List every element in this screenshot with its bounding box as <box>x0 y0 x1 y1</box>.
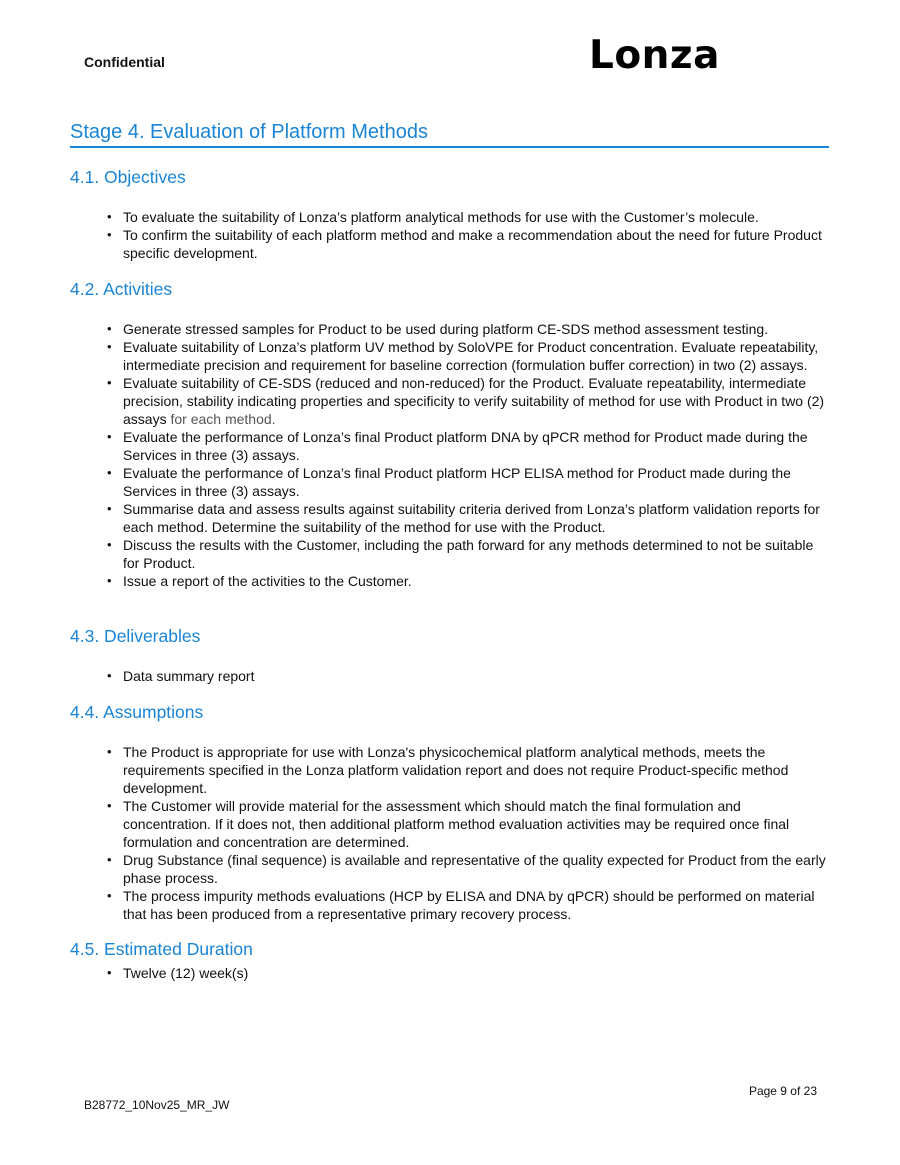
list-item: • Twelve (12) week(s) <box>107 965 249 981</box>
document-reference: B28772_10Nov25_MR_JW <box>84 1098 230 1112</box>
list-item: • Generate stressed samples for Product to be used during platform CE-SDS method assessment testing. <box>107 321 769 337</box>
bullet-icon: • <box>107 227 112 242</box>
bullet-icon: • <box>107 888 112 903</box>
list-item: • Summarise data and assess results against suitability criteria derived from Lonza’s platform validation reports for each method. Determine the suitability of the method for use with the Product. <box>107 501 820 535</box>
bullet-icon: • <box>107 798 112 813</box>
bullet-icon: • <box>107 852 112 867</box>
list-item: • Discuss the results with the Customer, including the path forward for any methods determined to not be suitable for Product. <box>107 537 814 571</box>
bullet-icon: • <box>107 339 112 354</box>
list-item: • Issue a report of the activities to the Customer. <box>107 573 412 589</box>
list-item: • Evaluate the performance of Lonza’s final Product platform HCP ELISA method for Product made during the Services in three (3) assays. <box>107 465 791 499</box>
confidential-label: Confidential <box>84 54 165 70</box>
deliverables-heading: 4.3. Deliverables <box>70 626 201 646</box>
deliverables-list <box>70 667 830 685</box>
list-item: • Evaluate suitability of CE-SDS (reduced and non-reduced) for the Product. Evaluate repeatability, intermediate precision, stability indicating properties and specificity to verify suitability of method for use with Product in two (2) assays for each method. <box>107 375 825 427</box>
objectives-section <box>70 166 830 262</box>
bullet-icon: • <box>107 573 112 588</box>
bullet-icon: • <box>107 744 112 759</box>
bullet-icon: • <box>107 501 112 516</box>
deliverables-section <box>70 625 830 685</box>
assumptions-list <box>70 743 830 923</box>
objectives-heading: 4.1. Objectives <box>70 167 186 187</box>
lonza-logo: Lonza <box>589 33 720 78</box>
list-item: • The process impurity methods evaluations (HCP by ELISA and DNA by qPCR) should be performed on material that has been produced from a representative primary recovery process. <box>107 888 815 922</box>
assumptions-heading: 4.4. Assumptions <box>70 702 204 722</box>
list-item: • Evaluate suitability of Lonza’s platform UV method by SoloVPE for Product concentration. Evaluate repeatability, intermediate precision and requirement for baseline correction (formulation buffer correction) in two (2) assays. <box>107 339 819 373</box>
bullet-icon: • <box>107 375 112 390</box>
assumptions-section <box>70 701 830 923</box>
bullet-icon: • <box>107 429 112 444</box>
list-item: • Data summary report <box>107 668 255 684</box>
list-item: • Evaluate the performance of Lonza’s final Product platform DNA by qPCR method for Product made during the Services in three (3) assays. <box>107 429 808 463</box>
activities-list <box>70 320 830 590</box>
list-item: • To confirm the suitability of each platform method and make a recommendation about the need for future Product specific development. <box>107 227 822 261</box>
list-item: • The Product is appropriate for use with Lonza's physicochemical platform analytical methods, meets the requirements specified in the Lonza platform validation report and does not require Product-specific method development. <box>107 744 789 796</box>
list-item: • The Customer will provide material for the assessment which should match the final formulation and concentration. If it does not, then additional platform method evaluation activities may be required once final formulation and concentration are determined. <box>107 798 790 850</box>
duration-list <box>70 964 830 982</box>
objectives-list <box>70 208 830 262</box>
activities-heading: 4.2. Activities <box>70 279 173 299</box>
stage-title: Stage 4. Evaluation of Platform Methods <box>70 120 829 148</box>
duration-section <box>70 938 830 982</box>
activities-section <box>70 278 830 590</box>
list-item: • To evaluate the suitability of Lonza’s platform analytical methods for use with the Customer’s molecule. <box>107 209 759 225</box>
bullet-icon: • <box>107 209 112 224</box>
list-item: • Drug Substance (final sequence) is available and representative of the quality expected for Product from the early phase process. <box>107 852 826 886</box>
duration-heading: 4.5. Estimated Duration <box>70 939 253 959</box>
page-number: Page 9 of 23 <box>748 1084 817 1098</box>
bullet-icon: • <box>107 537 112 552</box>
bullet-icon: • <box>107 465 112 480</box>
bullet-icon: • <box>107 321 112 336</box>
bullet-icon: • <box>107 965 112 980</box>
bullet-icon: • <box>107 668 112 683</box>
